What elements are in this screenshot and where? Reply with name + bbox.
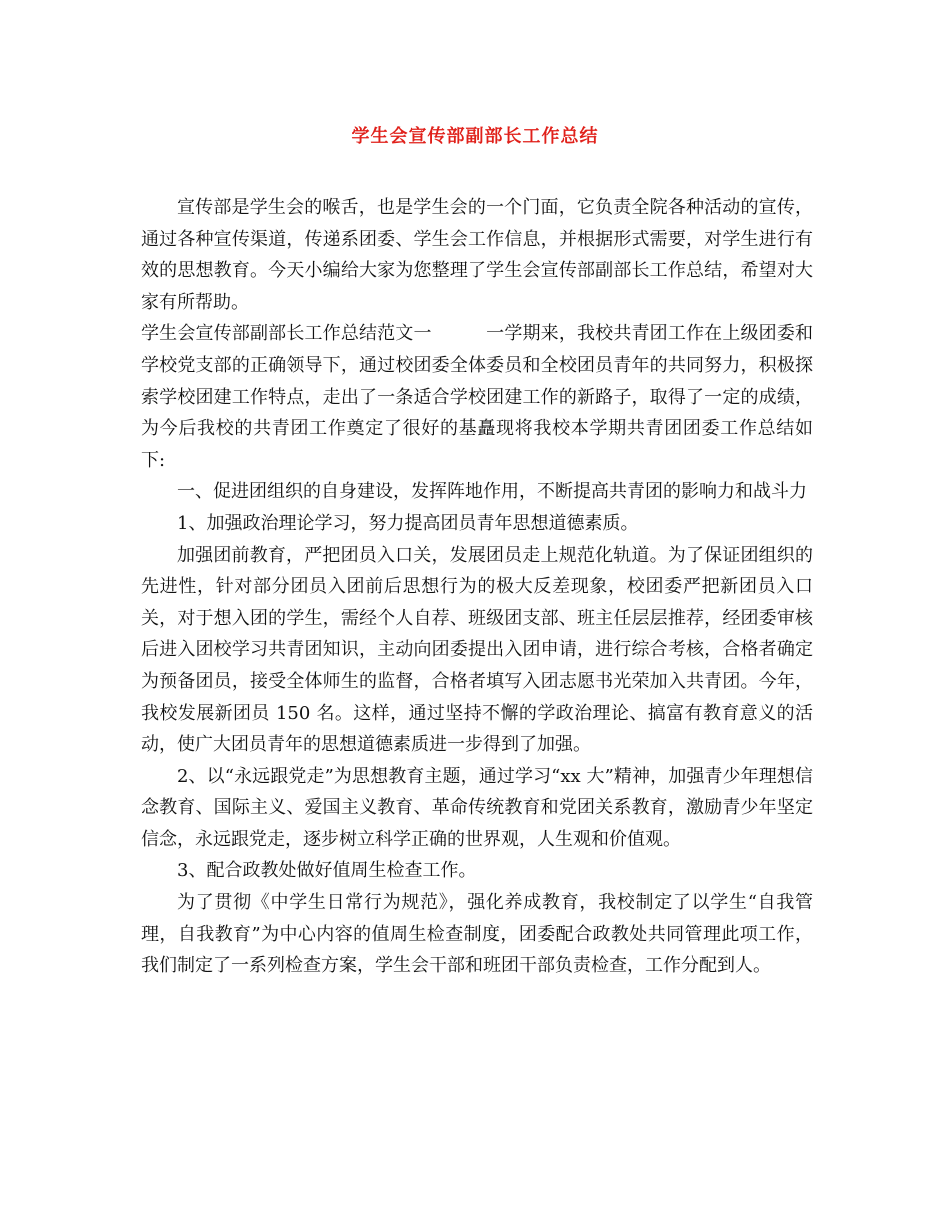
paragraph-intro: 宣传部是学生会的喉舌，也是学生会的一个门面，它负责全院各种活动的宣传，通过各种宣传渠道，传递系团委、学生会工作信息，并根据形式需要，对学生进行有效的思想教育。今天小编给大家为您整理了学生会宣传部副部长工作总结，希望对大家有所帮助。 [141, 197, 813, 313]
paragraph-item-one-detail: 加强团前教育，严把团员入口关，发展团员走上规范化轨道。为了保证团组织的先进性，针对部分团员入团前后思想行为的极大反差现象，校团委严把新团员入口关，对于想入团的学生，需经个人自荐、班级团支部、班主任层层推荐，经团委审核后进入团校学习共青团知识，主动向团委提出入团申请，进行综合考核，合格者确定为预备团员，接受全体师生的监督，合格者填写入团志愿书光荣加入共青团。今年，我校发展新团员 150 名。这样，通过坚持不懈的学政治理论、搞富有教育意义的活动，使广大团员青年的思想道德素质进一步得到了加强。 [141, 544, 813, 756]
document-title: 学生会宣传部副部长工作总结 [351, 126, 599, 147]
paragraph-item-two: 2、以“永远跟党走”为思想教育主题，通过学习“xx 大”精神，加强青少年理想信念教育、国际主义、爱国主义教育、革命传统教育和党团关系教育，激励青少年坚定信念，永远跟党走，逐步树立科学正确的世界观，人生观和价值观。 [141, 765, 813, 850]
document-body [141, 192, 813, 982]
heading-section-one: 一、促进团组织的自身建设，发挥阵地作用，不断提高共青团的影响力和战斗力 [177, 481, 807, 503]
paragraph-item-three-detail: 为了贯彻《中学生日常行为规范》，强化养成教育，我校制定了以学生“自我管理，自我教育”为中心内容的值周生检查制度，团委配合政教处共同管理此项工作，我们制定了一系列检查方案，学生会干部和班团干部负责检查，工作分配到人。 [141, 892, 813, 977]
heading-item-one: 1、加强政治理论学习，努力提高团员青年思想道德素质。 [177, 512, 639, 534]
heading-item-three: 3、配合政教处做好值周生检查工作。 [177, 860, 477, 882]
paragraph-sample-one: 学生会宣传部副部长工作总结范文一 一学期来，我校共青团工作在上级团委和学校党支部的正确领导下，通过校团委全体委员和全校团员青年的共同努力，积极探索学校团建工作特点，走出了一条适合学校团建工作的新路子，取得了一定的成绩，为今后我校的共青团工作奠定了很好的基矗现将我校本学期共青团团委工作总结如下: [141, 323, 813, 471]
